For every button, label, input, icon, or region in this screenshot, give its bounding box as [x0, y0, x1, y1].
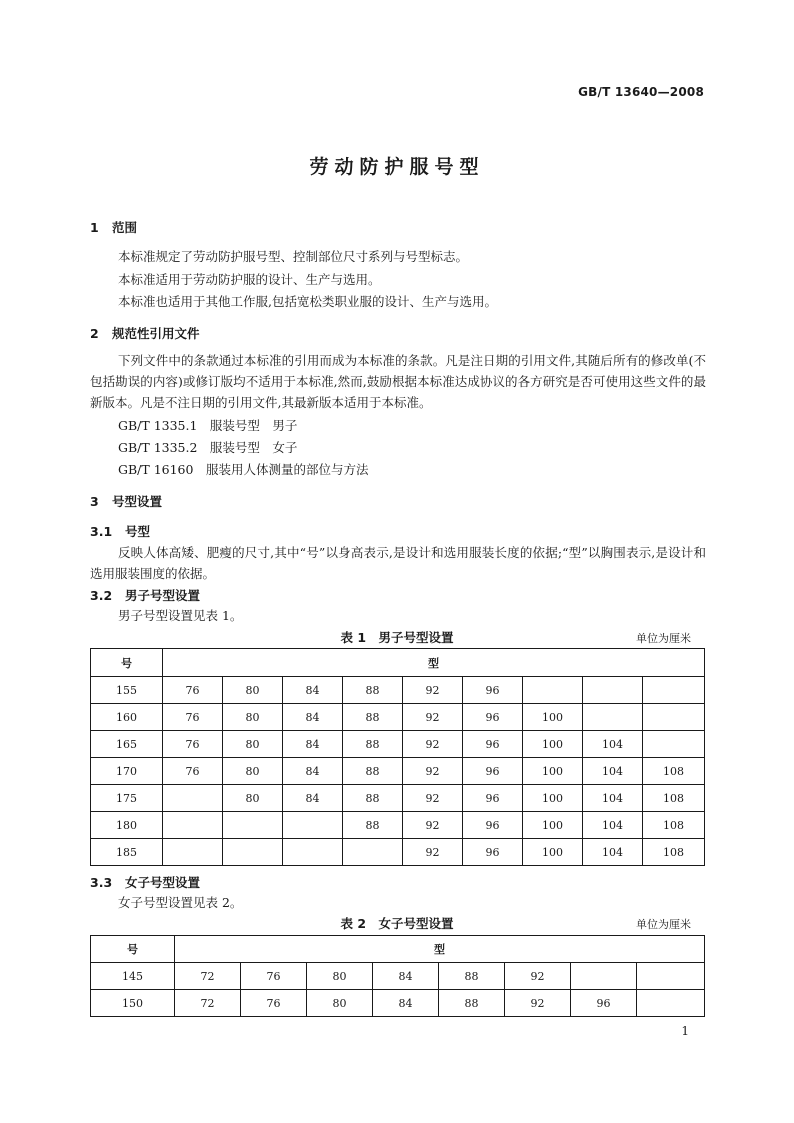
section-number: 3: [90, 494, 99, 509]
section-title: 女子号型设置: [125, 875, 201, 890]
xing-cell: 92: [403, 812, 463, 839]
xing-cell: [643, 704, 705, 731]
xing-cell: 88: [343, 812, 403, 839]
xing-cell: 88: [343, 731, 403, 758]
hao-cell: 175: [91, 785, 163, 812]
xing-cell: 76: [163, 731, 223, 758]
xing-cell: [343, 839, 403, 866]
xing-cell: 84: [283, 785, 343, 812]
table-row: [91, 812, 705, 839]
xing-cell: 80: [223, 785, 283, 812]
xing-cell: 84: [373, 963, 439, 990]
xing-cell: 76: [163, 704, 223, 731]
xing-cell: [223, 839, 283, 866]
section-title: 规范性引用文件: [112, 326, 200, 341]
xing-cell: 92: [505, 963, 571, 990]
table-2-caption: 表 2 女子号型设置: [340, 916, 454, 931]
xing-cell: [523, 677, 583, 704]
xing-cell: [583, 704, 643, 731]
section-3-3-heading: [90, 873, 200, 891]
xing-cell: 92: [403, 839, 463, 866]
xing-cell: [637, 990, 705, 1017]
xing-cell: 96: [571, 990, 637, 1017]
xing-cell: 104: [583, 731, 643, 758]
table-row: [91, 758, 705, 785]
reference-3: GB/T 16160 服装用人体测量的部位与方法: [118, 462, 369, 477]
xing-cell: 96: [463, 785, 523, 812]
xing-cell: 100: [523, 812, 583, 839]
section-number: 1: [90, 220, 99, 235]
xing-cell: 80: [307, 963, 373, 990]
xing-cell: [223, 812, 283, 839]
table-row: [91, 704, 705, 731]
hao-cell: 170: [91, 758, 163, 785]
reference-2: GB/T 1335.2 服装号型 女子: [118, 440, 298, 455]
xing-cell: 100: [523, 785, 583, 812]
xing-cell: [163, 839, 223, 866]
xing-cell: 80: [223, 704, 283, 731]
xing-cell: 92: [403, 785, 463, 812]
xing-cell: 92: [505, 990, 571, 1017]
table-2-unit: 单位为厘米: [636, 918, 691, 931]
xing-cell: 100: [523, 839, 583, 866]
xing-cell: 80: [223, 758, 283, 785]
hao-cell: 180: [91, 812, 163, 839]
document-title: 劳动防护服号型: [309, 156, 485, 178]
xing-cell: 96: [463, 704, 523, 731]
section-title: 号型: [125, 524, 151, 539]
xing-cell: [643, 677, 705, 704]
xing-cell: 80: [223, 677, 283, 704]
xing-cell: 92: [403, 758, 463, 785]
xing-cell: 84: [283, 731, 343, 758]
xing-cell: 80: [307, 990, 373, 1017]
xing-cell: 88: [343, 677, 403, 704]
section-number: 2: [90, 326, 99, 341]
xing-cell: 104: [583, 812, 643, 839]
header-xing: 型: [175, 936, 705, 963]
xing-cell: 72: [175, 963, 241, 990]
xing-cell: 84: [283, 677, 343, 704]
xing-cell: 100: [523, 758, 583, 785]
xing-cell: 108: [643, 839, 705, 866]
section-1-line-3: 本标准也适用于其他工作服,包括宽松类职业服的设计、生产与选用。: [118, 294, 497, 309]
table-1-unit: 单位为厘米: [636, 632, 691, 645]
xing-cell: 104: [583, 785, 643, 812]
table-row: [91, 785, 705, 812]
xing-cell: [163, 785, 223, 812]
xing-cell: 76: [163, 677, 223, 704]
xing-cell: 80: [223, 731, 283, 758]
header-hao: 号: [91, 649, 163, 677]
hao-cell: 155: [91, 677, 163, 704]
section-title: 范围: [112, 220, 138, 235]
hao-cell: 145: [91, 963, 175, 990]
table-1-caption: 表 1 男子号型设置: [340, 630, 454, 645]
section-3-1-heading: [90, 522, 150, 540]
xing-cell: 84: [283, 758, 343, 785]
hao-cell: 185: [91, 839, 163, 866]
xing-cell: 88: [343, 785, 403, 812]
xing-cell: 88: [343, 704, 403, 731]
section-1-heading: [90, 218, 137, 236]
table-row: [91, 990, 705, 1017]
xing-cell: 108: [643, 758, 705, 785]
table-row: [91, 839, 705, 866]
section-title: 男子号型设置: [125, 588, 201, 603]
hao-cell: 165: [91, 731, 163, 758]
section-1-line-2: 本标准适用于劳动防护服的设计、生产与选用。: [118, 272, 381, 287]
xing-cell: 84: [373, 990, 439, 1017]
section-3-heading: [90, 492, 162, 510]
xing-cell: [643, 731, 705, 758]
xing-cell: 104: [583, 758, 643, 785]
section-2-paragraph: 下列文件中的条款通过本标准的引用而成为本标准的条款。凡是注日期的引用文件,其随后所有的修改单(不包括勘误的内容)或修订版均不适用于本标准,然而,鼓励根据本标准达成协议的各方研究是否可使用这些文件的最新版本。凡是不注日期的引用文件,其最新版本适用于本标准。: [90, 353, 706, 410]
xing-cell: 76: [163, 758, 223, 785]
header-xing: 型: [163, 649, 705, 677]
reference-1: GB/T 1335.1 服装号型 男子: [118, 418, 298, 433]
xing-cell: 92: [403, 704, 463, 731]
section-number: 3.3: [90, 875, 113, 890]
xing-cell: 88: [439, 963, 505, 990]
page-number: 1: [681, 1024, 689, 1038]
xing-cell: 96: [463, 677, 523, 704]
table-row: [91, 731, 705, 758]
section-3-3-line: 女子号型设置见表 2。: [118, 895, 243, 910]
section-3-2-line: 男子号型设置见表 1。: [118, 608, 243, 623]
xing-cell: 72: [175, 990, 241, 1017]
hao-cell: 160: [91, 704, 163, 731]
section-number: 3.1: [90, 524, 113, 539]
xing-cell: 76: [241, 963, 307, 990]
xing-cell: 100: [523, 704, 583, 731]
section-number: 3.2: [90, 588, 113, 603]
xing-cell: [571, 963, 637, 990]
standard-code: GB/T 13640—2008: [578, 85, 704, 99]
xing-cell: 96: [463, 731, 523, 758]
table-2-women-sizes: [90, 935, 705, 1017]
header-hao: 号: [91, 936, 175, 963]
section-3-2-heading: [90, 586, 200, 604]
xing-cell: [583, 677, 643, 704]
xing-cell: 88: [439, 990, 505, 1017]
xing-cell: 88: [343, 758, 403, 785]
xing-cell: [637, 963, 705, 990]
xing-cell: 76: [241, 990, 307, 1017]
table-row: [91, 963, 705, 990]
table-row: [91, 677, 705, 704]
xing-cell: [283, 812, 343, 839]
xing-cell: 108: [643, 785, 705, 812]
xing-cell: 92: [403, 677, 463, 704]
xing-cell: [283, 839, 343, 866]
xing-cell: 100: [523, 731, 583, 758]
xing-cell: [163, 812, 223, 839]
section-1-line-1: 本标准规定了劳动防护服号型、控制部位尺寸系列与号型标志。: [118, 249, 469, 264]
table-1-men-sizes: [90, 648, 705, 866]
hao-cell: 150: [91, 990, 175, 1017]
section-title: 号型设置: [112, 494, 163, 509]
xing-cell: 96: [463, 758, 523, 785]
xing-cell: 104: [583, 839, 643, 866]
section-3-1-paragraph: 反映人体高矮、肥瘦的尺寸,其中“号”以身高表示,是设计和选用服装长度的依据;“型”以胸围表示,是设计和选用服装围度的依据。: [90, 545, 706, 581]
section-2-heading: [90, 324, 200, 342]
xing-cell: 84: [283, 704, 343, 731]
xing-cell: 96: [463, 812, 523, 839]
xing-cell: 92: [403, 731, 463, 758]
xing-cell: 108: [643, 812, 705, 839]
xing-cell: 96: [463, 839, 523, 866]
